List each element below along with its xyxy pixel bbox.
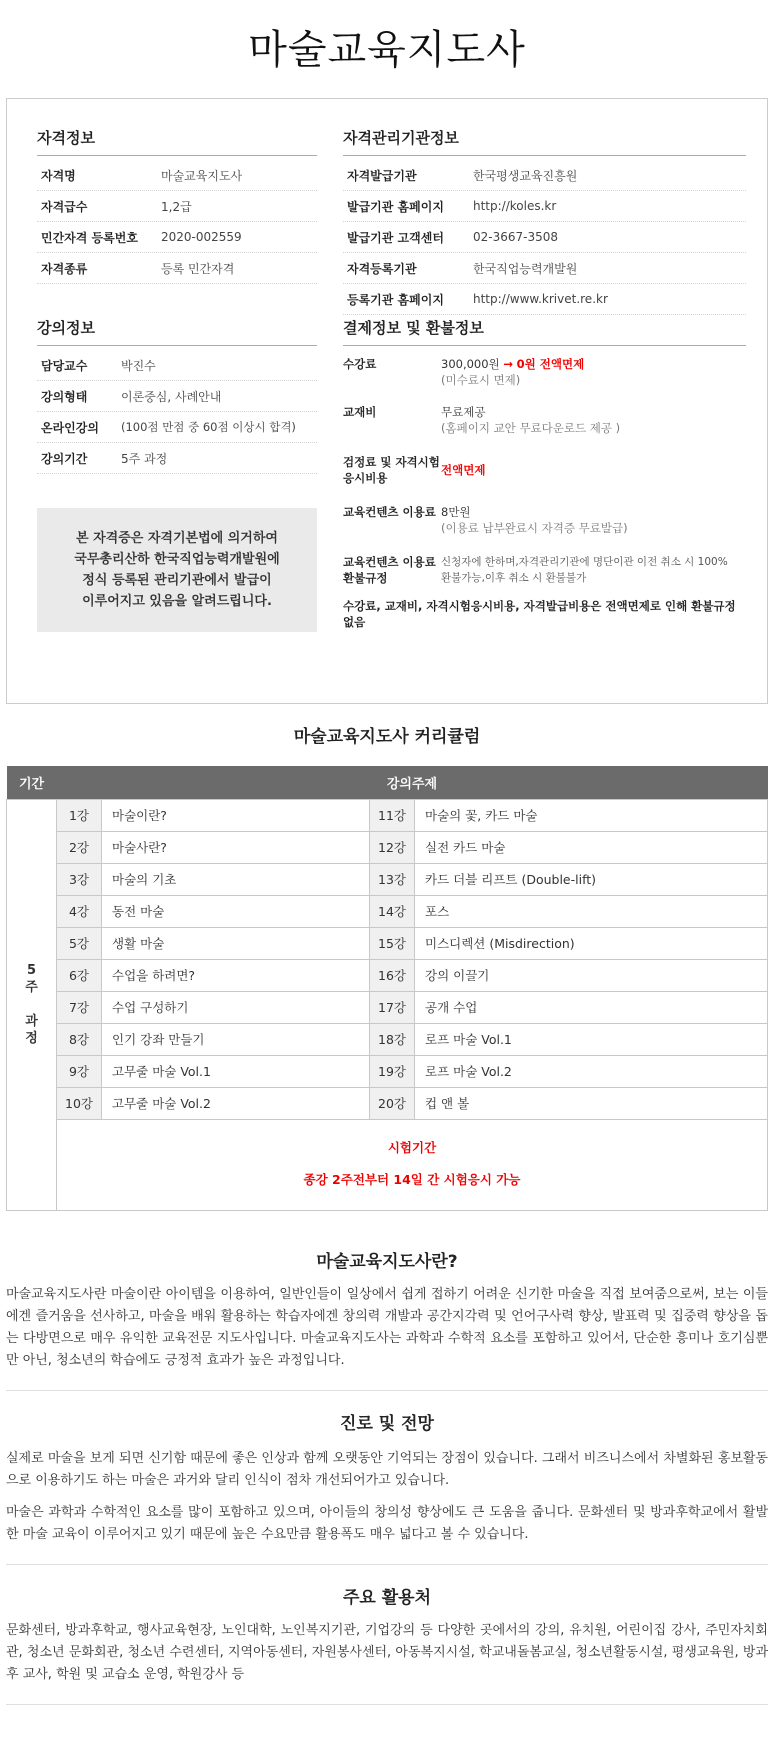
info-key: 민간자격 등록번호 — [41, 230, 138, 245]
exam-period-row — [7, 1119, 768, 1210]
lesson-number: 9강 — [57, 1055, 102, 1087]
info-row — [343, 191, 746, 222]
lesson-topic: 미스디렉션 (Misdirection) — [415, 927, 768, 959]
lesson-topic: 생활 마술 — [102, 927, 370, 959]
refund-row — [343, 548, 746, 598]
info-row — [37, 350, 317, 381]
lesson-topic: 포스 — [415, 895, 768, 927]
info-key: 자격발급기관 — [347, 168, 417, 183]
curriculum-table — [6, 766, 768, 1211]
usage-body: 문화센터, 방과후학교, 행사교육현장, 노인대학, 노인복지기관, 기업강의 등 다양한 곳에서의 강의, 유치원, 어린이집 강사, 주민자치회관, 청소년 문화회관, 청소년 수련센터, 지역아동센터, 자원봉사센터, 아동복지시설, 학교내돌봄교실, 청소년활동시설, 평생교육원, 방과후 교사, 학원 및 교습소 운영, 학원강사 등 — [6, 1622, 768, 1682]
career-section — [6, 1409, 768, 1546]
info-value: 등록 민간자격 — [161, 261, 235, 276]
lesson-number: 4강 — [57, 895, 102, 927]
info-row — [37, 443, 317, 474]
lecture-section — [37, 317, 317, 632]
refund-value: 신청자에 한하며,자격관리기관에 명단이관 이전 취소 시 100% 환불가능,이후 취소 시 환불불가 — [441, 556, 728, 584]
info-row — [37, 191, 317, 222]
agency-section — [343, 127, 746, 315]
exam-period-title: 시험기간 — [387, 1139, 437, 1155]
table-row — [7, 1087, 768, 1119]
lesson-number: 19강 — [370, 1055, 415, 1087]
lesson-number: 6강 — [57, 959, 102, 991]
notice-line: 정식 등록된 관리기관에서 발급이 — [82, 573, 272, 588]
lesson-number: 14강 — [370, 895, 415, 927]
exam-fee-value: 전액면제 — [441, 463, 486, 477]
info-row — [37, 412, 317, 443]
lesson-topic: 수업을 하려면? — [102, 959, 370, 991]
info-row — [343, 160, 746, 191]
material-value: 무료제공 — [441, 405, 486, 419]
info-value: 이론중심, 사례안내 — [121, 389, 222, 404]
notice-line: 이루어지고 있음을 알려드립니다. — [82, 594, 272, 609]
info-key: 자격명 — [41, 168, 76, 183]
career-heading: 진로 및 전망 — [340, 1413, 434, 1434]
tuition-free: 0원 전액면제 — [516, 357, 585, 371]
career-body-2: 마술은 과학과 수학적인 요소를 많이 포함하고 있으며, 아이들의 창의성 향상에도 큰 도움을 줍니다. 문화센터 및 방과후학교에서 활발한 마술 교육이 이루어지고 있기 때문에 높은 수요만큼 활용폭도 매우 넓다고 볼 수 있습니다. — [6, 1504, 768, 1542]
info-row — [37, 253, 317, 284]
info-value: 02-3667-3508 — [473, 230, 559, 244]
info-row — [343, 284, 746, 315]
info-key: 담당교수 — [41, 358, 88, 373]
lesson-topic: 인기 강좌 만들기 — [102, 1023, 370, 1055]
material-note: (홈페이지 교안 무료다운로드 제공 ) — [441, 421, 621, 435]
info-key: 등록기관 홈페이지 — [347, 292, 444, 307]
payment-heading: 결제정보 및 환불정보 — [343, 317, 746, 346]
lesson-number: 16강 — [370, 959, 415, 991]
info-key: 강의기간 — [41, 451, 88, 466]
lesson-topic: 고무줄 마술 Vol.2 — [102, 1087, 370, 1119]
lesson-number: 20강 — [370, 1087, 415, 1119]
table-row — [7, 831, 768, 863]
info-value: 5주 과정 — [121, 451, 168, 466]
material-label: 교재비 — [343, 405, 377, 419]
info-key: 발급기관 홈페이지 — [347, 199, 444, 214]
lesson-number: 17강 — [370, 991, 415, 1023]
lesson-number: 10강 — [57, 1087, 102, 1119]
info-key: 자격급수 — [41, 199, 88, 214]
info-box — [6, 98, 768, 704]
table-row — [7, 991, 768, 1023]
usage-heading: 주요 활용처 — [342, 1587, 432, 1608]
qualification-section — [37, 127, 317, 284]
lecture-heading: 강의정보 — [37, 317, 317, 346]
info-value: http://koles.kr — [473, 199, 557, 213]
info-key: 온라인강의 — [41, 420, 99, 435]
info-row — [343, 253, 746, 284]
content-fee-row — [343, 498, 746, 548]
lesson-number: 15강 — [370, 927, 415, 959]
lesson-number: 13강 — [370, 863, 415, 895]
lesson-number: 18강 — [370, 1023, 415, 1055]
content-fee-value: 8만원 — [441, 505, 471, 519]
info-row — [37, 381, 317, 412]
page-title: 마술교육지도사 — [248, 27, 526, 73]
exam-period-desc: 종강 2주전부터 14일 간 시험응시 가능 — [303, 1171, 521, 1187]
lesson-number: 1강 — [57, 799, 102, 831]
curriculum-title: 마술교육지도사 커리큘럼 — [293, 727, 481, 747]
info-key: 강의형태 — [41, 389, 88, 404]
lesson-number: 12강 — [370, 831, 415, 863]
table-row — [7, 959, 768, 991]
lesson-topic: 수업 구성하기 — [102, 991, 370, 1023]
registration-notice — [37, 508, 317, 632]
info-row — [37, 160, 317, 191]
table-row — [7, 1023, 768, 1055]
info-key: 발급기관 고객센터 — [347, 230, 444, 245]
info-row — [37, 222, 317, 253]
info-key: 자격종류 — [41, 261, 88, 276]
col-period-header: 기간 — [7, 766, 57, 799]
lesson-number: 3강 — [57, 863, 102, 895]
table-row — [7, 927, 768, 959]
lesson-topic: 마술의 기초 — [102, 863, 370, 895]
tuition-arrow: → — [503, 357, 513, 371]
info-value: 1,2급 — [161, 199, 192, 214]
period-cell: 5 주 과 정 — [7, 799, 57, 1210]
lesson-number: 7강 — [57, 991, 102, 1023]
info-value: 마술교육지도사 — [161, 168, 243, 183]
agency-heading: 자격관리기관정보 — [343, 127, 746, 156]
info-value: 박진수 — [121, 358, 156, 373]
table-row — [7, 1055, 768, 1087]
lesson-number: 11강 — [370, 799, 415, 831]
career-body-1: 실제로 마술을 보게 되면 신기함 때문에 좋은 인상과 함께 오랫동안 기억되는 장점이 있습니다. 그래서 비즈니스에서 차별화된 홍보활동으로 이용하기도 하는 마술은 과거와 달리 인식이 점차 개선되어가고 있습니다. — [6, 1450, 768, 1488]
lesson-topic: 강의 이끌기 — [415, 959, 768, 991]
lesson-topic: 컵 앤 볼 — [415, 1087, 768, 1119]
info-key: 자격등록기관 — [347, 261, 417, 276]
lesson-topic: 실전 카드 마술 — [415, 831, 768, 863]
exam-fee-label: 검정료 및 자격시험 응시비용 — [343, 455, 440, 485]
table-row — [7, 863, 768, 895]
notice-line: 국무총리산하 한국직업능력개발원에 — [74, 552, 280, 567]
lesson-number: 2강 — [57, 831, 102, 863]
lesson-topic: 마술이란? — [102, 799, 370, 831]
info-row — [343, 222, 746, 253]
material-row — [343, 398, 746, 448]
tuition-note: (미수료시 면제) — [441, 373, 521, 387]
about-section — [6, 1247, 768, 1372]
info-value: 한국평생교육진흥원 — [473, 168, 578, 183]
usage-section — [6, 1583, 768, 1686]
content-fee-note: (이용료 납부완료시 자격증 무료발급) — [441, 521, 628, 535]
info-value: (100점 만점 중 60점 이상시 합격) — [121, 420, 296, 434]
tuition-row — [343, 350, 746, 398]
info-value: 한국직업능력개발원 — [473, 261, 578, 276]
lesson-topic: 고무줄 마술 Vol.1 — [102, 1055, 370, 1087]
tuition-price: 300,000원 — [441, 357, 500, 371]
info-value: 2020-002559 — [161, 230, 242, 244]
lesson-topic: 로프 마술 Vol.2 — [415, 1055, 768, 1087]
about-body: 마술교육지도사란 마술이란 아이템을 이용하여, 일반인들이 일상에서 쉽게 접하기 어려운 신기한 마술을 직접 보여줌으로써, 보는 이들에겐 즐거움을 선사하고, 마술을 배워 활용하는 학습자에겐 창의력 개발과 공간지각력 및 언어구사력 향상, 발표력 및 집중력 향상을 돕는 다방면으로 매우 유익한 교육전문 지도사입니다. 마술교육지도사는 과학과 수학적 요소를 포함하고 있어서, 단순한 흥미나 호기심뿐만 아닌, 청소년의 학습에도 긍정적 효과가 높은 과정입니다. — [6, 1286, 768, 1368]
qualification-heading: 자격정보 — [37, 127, 317, 156]
lesson-topic: 마술사란? — [102, 831, 370, 863]
refund-footnote: 수강료, 교재비, 자격시험응시비용, 자격발급비용은 전액면제로 인해 환불규정 없음 — [343, 599, 736, 629]
lesson-topic: 공개 수업 — [415, 991, 768, 1023]
col-topic-header: 강의주제 — [57, 766, 768, 799]
info-value: http://www.krivet.re.kr — [473, 292, 608, 306]
content-fee-label: 교육컨텐츠 이용료 — [343, 505, 436, 519]
table-row — [7, 799, 768, 831]
about-heading: 마술교육지도사란? — [316, 1251, 458, 1272]
table-row — [7, 895, 768, 927]
refund-label: 교육컨텐츠 이용료 환불규정 — [343, 555, 436, 585]
lesson-topic: 카드 더블 리프트 (Double-lift) — [415, 863, 768, 895]
exam-fee-row — [343, 448, 746, 498]
notice-line: 본 자격증은 자격기본법에 의거하여 — [76, 531, 278, 546]
lesson-number: 5강 — [57, 927, 102, 959]
lesson-topic: 동전 마술 — [102, 895, 370, 927]
tuition-label: 수강료 — [343, 357, 377, 371]
payment-section — [343, 317, 746, 630]
lesson-topic: 마술의 꽃, 카드 마술 — [415, 799, 768, 831]
lesson-topic: 로프 마술 Vol.1 — [415, 1023, 768, 1055]
lesson-number: 8강 — [57, 1023, 102, 1055]
